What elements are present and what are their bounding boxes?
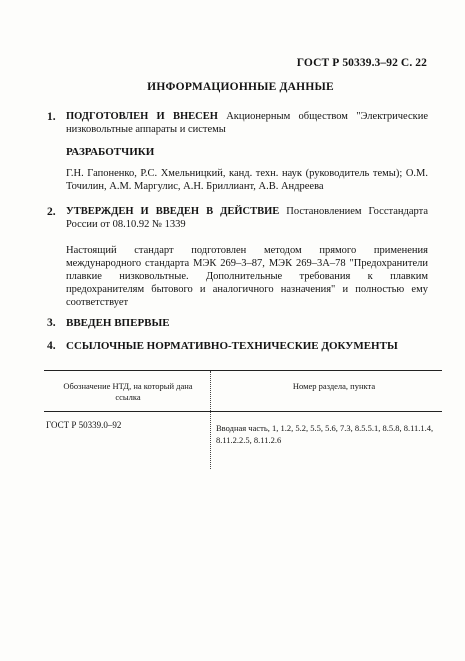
- page-title: ИНФОРМАЦИОННЫЕ ДАННЫЕ: [147, 81, 334, 93]
- section-3-heading: ВВЕДЕН ВПЕРВЫЕ: [66, 317, 170, 329]
- page-header: ГОСТ Р 50339.3–92 С. 22: [296, 57, 427, 69]
- section-1-number: 1.: [47, 111, 56, 123]
- table-header-divider: [44, 411, 442, 412]
- table-column-divider: [210, 371, 211, 469]
- section-1-lead: ПОДГОТОВЛЕН И ВНЕСЕН: [66, 111, 218, 122]
- table-row-items: Вводная часть, 1, 1.2, 5.2, 5.5, 5.6, 7.3, 8.5.5.1, 8.5.8, 8.11.1.4, 8.11.2.2.5, 8.11.2.6: [216, 423, 434, 445]
- application-paragraph: Настоящий стандарт подготовлен методом прямого применения международного стандарта МЭК 269–3–87, МЭК 269–3А–78 "Предохранители плавкие низковольтные. Дополнительные требования к плавким предохранителям бытового и аналогичного назначения" и полностью ему соответствует: [66, 245, 428, 308]
- developers-heading: РАЗРАБОТЧИКИ: [66, 146, 155, 158]
- section-1-paragraph: [66, 110, 428, 136]
- section-1-text: Акционерным обществом "Электрические низковольтные аппараты и системы: [66, 111, 428, 135]
- table-row-document: ГОСТ Р 50339.0–92: [46, 420, 122, 430]
- table-header-document: Обозначение НТД, на который дана ссылка: [63, 381, 193, 402]
- section-2-number: 2.: [47, 206, 56, 218]
- section-2-paragraph: [66, 205, 428, 231]
- table-header-item: Номер раздела, пункта: [292, 381, 376, 391]
- section-4-heading: ССЫЛОЧНЫЕ НОРМАТИВНО-ТЕХНИЧЕСКИЕ ДОКУМЕНТЫ: [66, 340, 398, 352]
- developers-paragraph: Г.Н. Гапоненко, Р.С. Хмельницкий, канд. техн. наук (руководитель темы); О.М. Точилин, А.М. Маргулис, А.Н. Бриллиант, А.В. Андреева: [66, 168, 428, 192]
- section-3-number: 3.: [47, 317, 56, 329]
- section-2-text: Постановлением Госстандарта России от 08.10.92 № 1339: [66, 206, 428, 230]
- section-4-number: 4.: [47, 340, 56, 352]
- section-2-lead: УТВЕРЖДЕН И ВВЕДЕН В ДЕЙСТВИЕ: [66, 206, 280, 217]
- reference-table: [44, 370, 442, 469]
